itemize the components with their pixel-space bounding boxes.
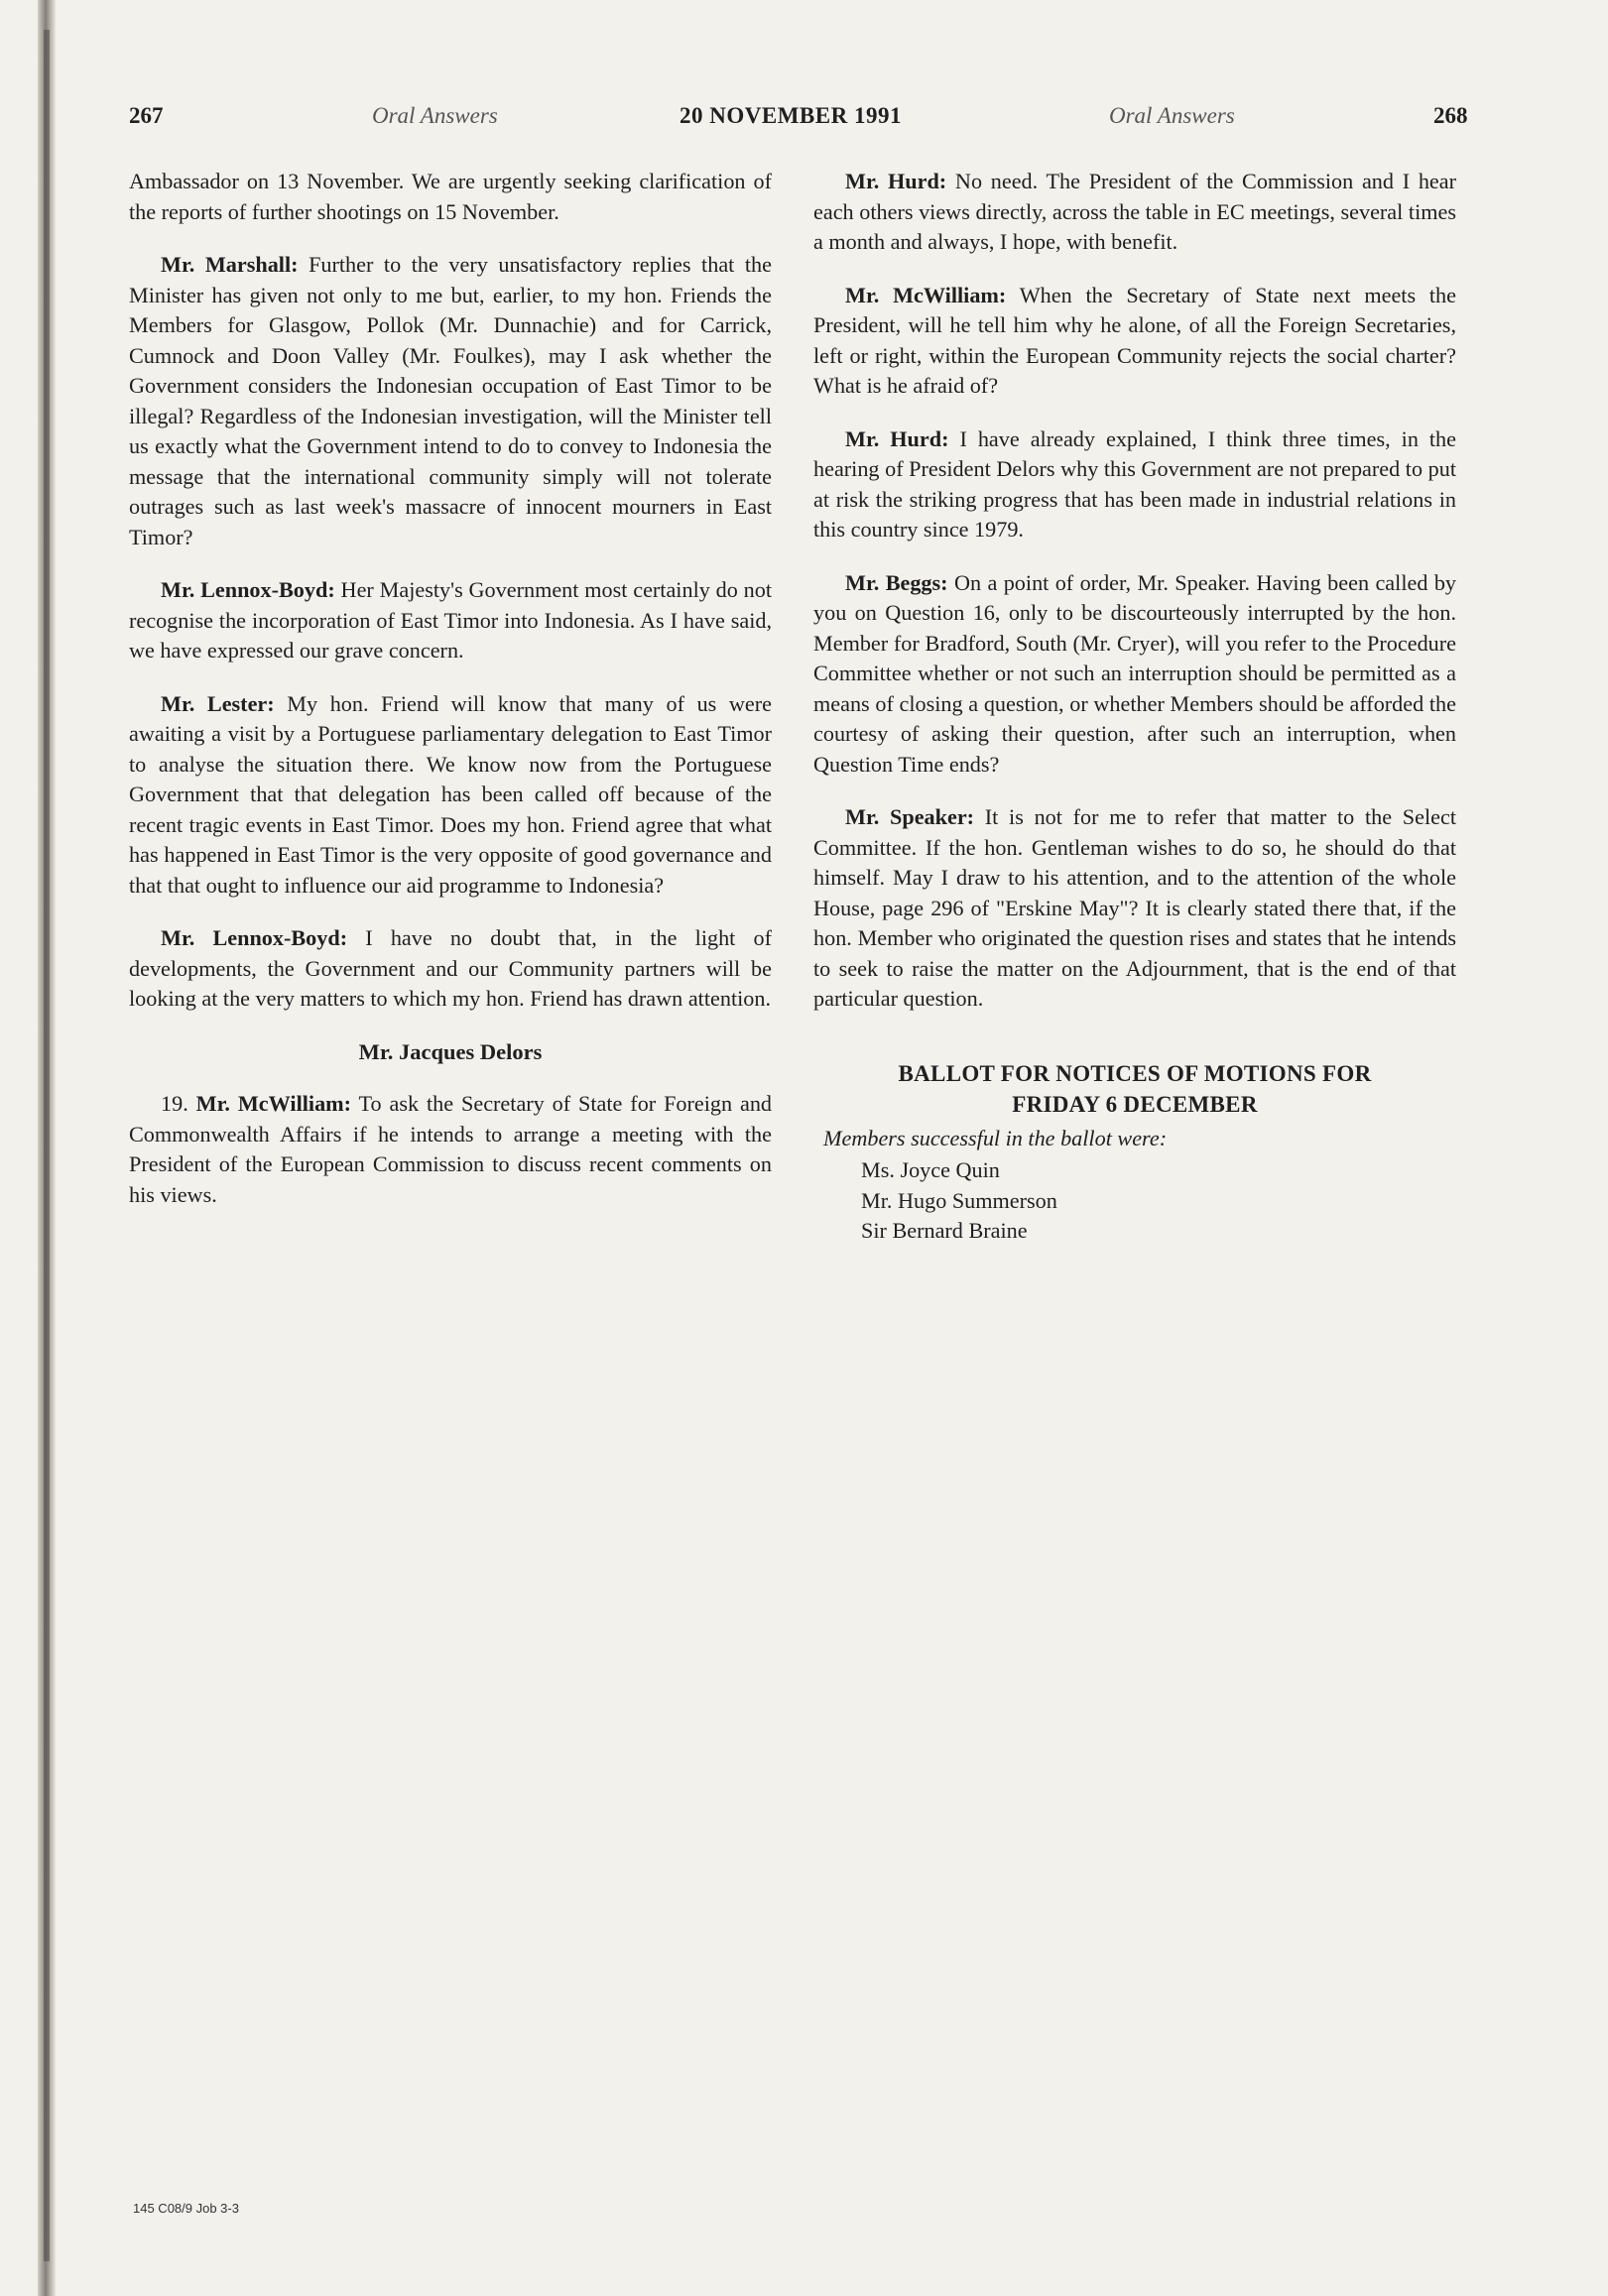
speech-text: Her Majesty's Government most certainly do not recognise the incorporation of East Timor into Indonesia. As I have said, we have expressed our grave concern. — [129, 577, 772, 663]
ballot-member: Sir Bernard Braine — [861, 1218, 1028, 1243]
speech-text: My hon. Friend will know that many of us were awaiting a visit by a Portuguese parliamentary delegation to East Timor to analyse the situation there. We know now from the Portuguese Government that that delegation has been called off because of the recent tragic events in East Timor. Does my hon. Friend agree that what has happened in East Timor is the very opposite of good governance and that that ought to influence our aid programme to Indonesia? — [129, 690, 773, 898]
question-number: 19. — [161, 1091, 188, 1116]
right-column — [813, 167, 1456, 1247]
ballot-heading-line-1: BALLOT FOR NOTICES OF MOTIONS FOR — [898, 1060, 1372, 1086]
ballot-members-list — [813, 1155, 1456, 1247]
speech-mcwilliam — [813, 281, 1456, 402]
speech-text: No need. The President of the Commission and I hear each others views directly, across the table in EC meetings, several times a month and always, I hope, with benefit. — [813, 169, 1456, 254]
speech-beggs — [813, 568, 1456, 781]
speech-text: Further to the very unsatisfactory replies that the Minister has given not only to me but, earlier, to my hon. Friends the Members for Glasgow, Pollok (Mr. Dunnachie) and for Carrick, Cumnock and Doon Valley (Mr. Foulkes), may I ask whether the Government considers the Indonesian occupation of East Timor to be illegal? Regardless of the Indonesian investigation, will the Minister tell us exactly what the Government intend to do to convey to Indonesia the message that the international community simply will not tolerate outrages such as last week's massacre of innocent mourners in East Timor? — [129, 252, 772, 549]
speech-text: To ask the Secretary of State for Foreign and Commonwealth Affairs if he intends to arrange a meeting with the President of the European Commission to discuss recent comments on his views. — [129, 1091, 773, 1207]
running-head-left: Oral Answers — [372, 103, 498, 128]
speech-text: I have no doubt that, in the light of developments, the Government and our Community partners will be looking at the very matters to which my hon. Friend has drawn attention. — [129, 925, 772, 1011]
speaker-name: Mr. Beggs: — [845, 569, 948, 595]
speech-text: When the Secretary of State next meets the President, will he tell him why he alone, of all the Foreign Secretaries, left or right, within the European Community rejects the social charter? What is he afraid of? — [813, 282, 1456, 398]
speaker-name: Mr. Lennox-Boyd: — [161, 925, 348, 950]
speech-lester — [129, 689, 772, 902]
running-head-right: Oral Answers — [1109, 103, 1235, 128]
speaker-name: Mr. Marshall: — [161, 252, 299, 277]
speech-text: It is not for me to refer that matter to the Select Committee. If the hon. Gentleman wishes to do so, he should do that himself. May I draw to his attention, and to the attention of the whole House, page 296 of "Erskine May"? It is clearly stated there that, if the hon. Member who originated the question rises and states that he intends to seek to raise the matter on the Adjournment, that is the end of that particular question. — [813, 804, 1456, 1011]
page-number-right: 268 — [1433, 103, 1468, 128]
speech-hurd-1 — [813, 167, 1456, 258]
speaker-name: Mr. Lennox-Boyd: — [161, 577, 335, 602]
speech-text: I have already explained, I think three times, in the hearing of President Delors why this Government are not prepared to put at risk the striking progress that has been made in industrial relations in this country since 1979. — [813, 425, 1456, 542]
speech-hurd-2 — [813, 424, 1456, 545]
page-date: 20 NOVEMBER 1991 — [680, 103, 902, 128]
ballot-member: Ms. Joyce Quin — [861, 1157, 1000, 1182]
speaker-name: Mr. Speaker: — [845, 804, 975, 829]
speech-lennox-boyd-2 — [129, 923, 772, 1015]
ballot-heading — [813, 1058, 1456, 1120]
ballot-heading-line-2: FRIDAY 6 DECEMBER — [1012, 1091, 1258, 1117]
left-column — [129, 167, 772, 1233]
speaker-name: Mr. Lester: — [161, 690, 275, 716]
speaker-name: Mr. McWilliam: — [845, 282, 1007, 307]
speaker-name: Mr. Hurd: — [845, 169, 947, 193]
speech-marshall — [129, 250, 772, 552]
speech-lennox-boyd-1 — [129, 575, 772, 666]
job-code: 145 C08/9 Job 3-3 — [133, 2201, 239, 2216]
paragraph-continuation: Ambassador on 13 November. We are urgently seeking clarification of the reports of further shootings on 15 November. — [129, 169, 772, 224]
ballot-subtitle: Members successful in the ballot were: — [823, 1125, 1168, 1150]
section-heading: Mr. Jacques Delors — [358, 1038, 543, 1064]
page-header — [129, 103, 1488, 143]
speech-speaker — [813, 802, 1456, 1015]
speaker-name: Mr. McWilliam: — [195, 1091, 352, 1116]
speech-text: On a point of order, Mr. Speaker. Having been called by you on Question 16, only to be discourteously interrupted by the hon. Member for Bradford, South (Mr. Cryer), will you refer to the Procedure Committee whether or not such an interruption should be permitted as a means of closing a question, or whether Members should be afforded the courtesy of asking their question, after such an interruption, when Question Time ends? — [813, 569, 1457, 777]
ballot-member: Mr. Hugo Summerson — [861, 1187, 1057, 1213]
speaker-name: Mr. Hurd: — [845, 425, 949, 451]
question-19 — [129, 1089, 772, 1210]
page-binding-shadow — [44, 30, 50, 2261]
page-number-left: 267 — [129, 103, 164, 128]
